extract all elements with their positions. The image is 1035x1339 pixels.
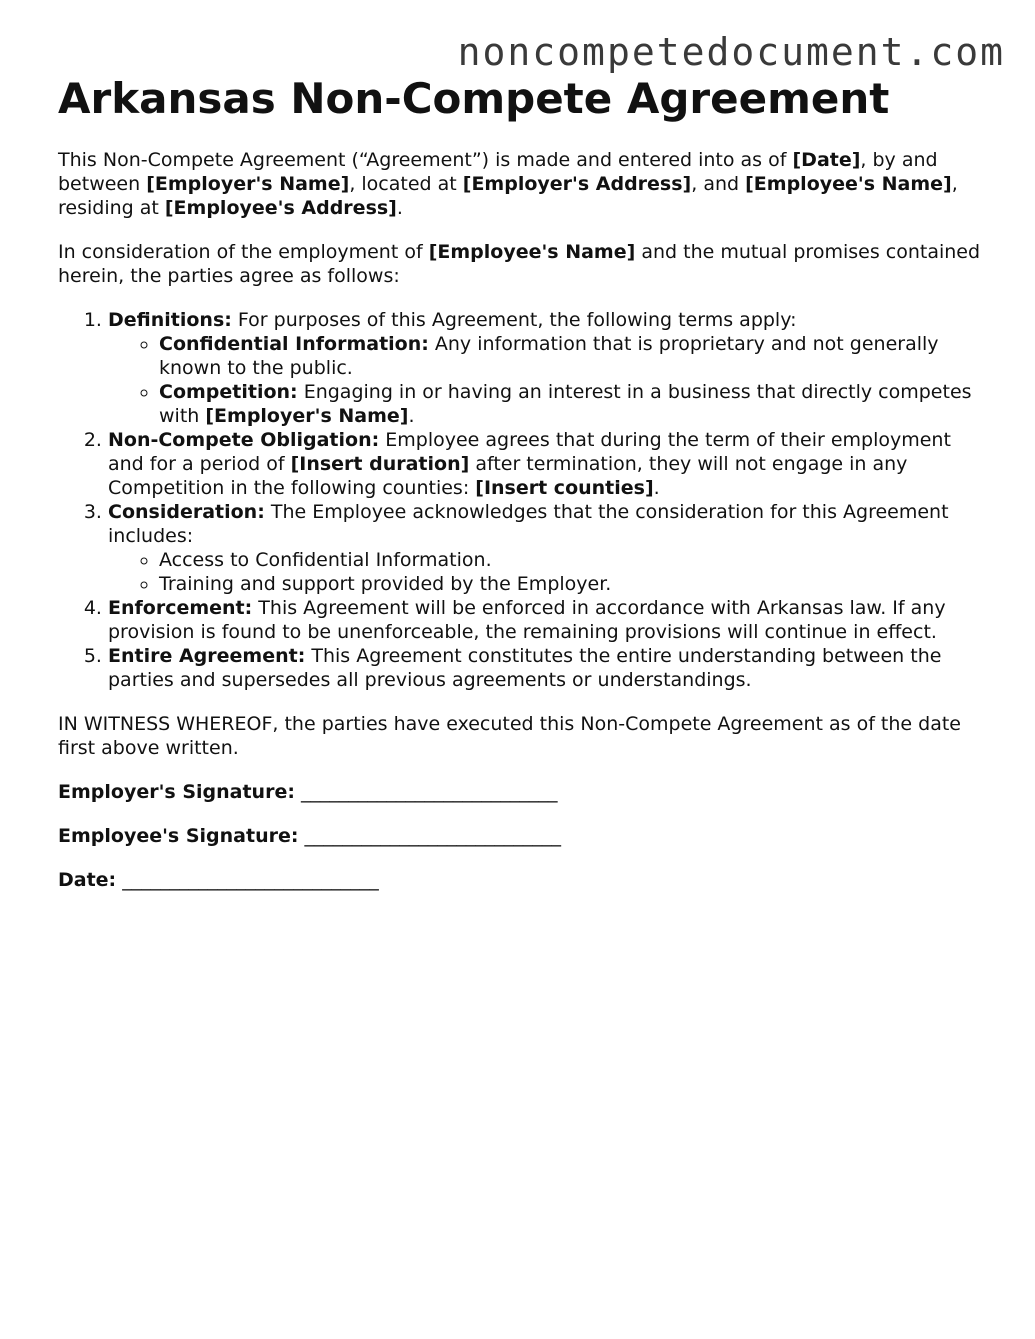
- terms-list: [58, 308, 983, 692]
- intro-text-2: , by and between: [58, 149, 938, 195]
- section-text-end: .: [653, 477, 660, 499]
- section-entire-agreement: [108, 644, 983, 692]
- intro-text-6: .: [396, 197, 403, 219]
- intro-paragraph: [58, 148, 983, 220]
- watermark: noncompetedocument.com: [457, 30, 1005, 74]
- list-item: [159, 380, 983, 428]
- section-definitions: [108, 308, 983, 428]
- section-heading: Enforcement:: [108, 597, 253, 619]
- consideration-text-1: In consideration of the employment of: [58, 241, 429, 263]
- term-text: Any information that is proprietary and not generally known to the public.: [159, 333, 939, 379]
- term-label: Competition:: [159, 381, 298, 403]
- section-heading: Non-Compete Obligation:: [108, 429, 380, 451]
- employee-name-placeholder: [Employee's Name]: [745, 173, 952, 195]
- section-text: Employee agrees that during the term of their employment and for a period of: [108, 429, 951, 475]
- date-placeholder: [Date]: [792, 149, 861, 171]
- intro-text-1: This Non-Compete Agreement (“Agreement”) is made and entered into as of: [58, 149, 793, 171]
- intro-text-3: , located at: [349, 173, 463, 195]
- signature-blank[interactable]: ___________________________: [294, 781, 558, 803]
- employer-signature-line: [58, 780, 983, 804]
- definitions-list: [108, 332, 983, 428]
- employer-address-placeholder: [Employer's Address]: [462, 173, 692, 195]
- term-text-end: .: [408, 405, 415, 427]
- term-label: Confidential Information:: [159, 333, 429, 355]
- section-heading: Consideration:: [108, 501, 265, 523]
- employer-signature-label: Employer's Signature:: [58, 781, 295, 803]
- employee-signature-label: Employee's Signature:: [58, 825, 299, 847]
- employee-address-placeholder: [Employee's Address]: [164, 197, 397, 219]
- employee-signature-line: [58, 824, 983, 848]
- date-line: [58, 868, 983, 892]
- consideration-paragraph: [58, 240, 983, 288]
- consideration-list: [108, 548, 983, 596]
- counties-placeholder: [Insert counties]: [475, 477, 654, 499]
- consideration-text-2: and the mutual promises contained herein, the parties agree as follows:: [58, 241, 981, 287]
- section-text: This Agreement constitutes the entire understanding between the parties and supersedes all previous agreements or understandings.: [108, 645, 942, 691]
- list-item: [159, 332, 983, 380]
- section-heading: Entire Agreement:: [108, 645, 306, 667]
- employer-name-placeholder: [Employer's Name]: [205, 405, 409, 427]
- section-non-compete: [108, 428, 983, 500]
- signature-blank[interactable]: ___________________________: [298, 825, 561, 847]
- section-heading: Definitions:: [108, 309, 232, 331]
- intro-text-5: , residing at: [58, 173, 958, 219]
- section-consideration: [108, 500, 983, 596]
- employer-name-placeholder: [Employer's Name]: [146, 173, 350, 195]
- intro-text-4: , and: [691, 173, 746, 195]
- section-text: For purposes of this Agreement, the following terms apply:: [231, 309, 797, 331]
- list-item: ◦ Training and support provided by the Employer.: [159, 572, 983, 596]
- witness-paragraph: IN WITNESS WHEREOF, the parties have executed this Non-Compete Agreement as of the date first above written.: [58, 713, 961, 759]
- document-page: [58, 74, 983, 892]
- page-title: Arkansas Non-Compete Agreement: [58, 74, 890, 123]
- term-text: Engaging in or having an interest in a business that directly competes with: [159, 381, 972, 427]
- date-blank[interactable]: ___________________________: [116, 869, 379, 891]
- section-enforcement: [108, 596, 983, 644]
- section-text: after termination, they will not engage in any Competition in the following counties:: [108, 453, 908, 499]
- duration-placeholder: [Insert duration]: [290, 453, 470, 475]
- date-label: Date:: [58, 869, 117, 891]
- section-text: The Employee acknowledges that the consideration for this Agreement includes:: [108, 501, 949, 547]
- employee-name-placeholder: [Employee's Name]: [428, 241, 636, 263]
- list-item: ◦ Access to Confidential Information.: [159, 548, 983, 572]
- section-text: This Agreement will be enforced in accordance with Arkansas law. If any provision is found to be unenforceable, the remaining provisions will continue in effect.: [108, 597, 946, 643]
